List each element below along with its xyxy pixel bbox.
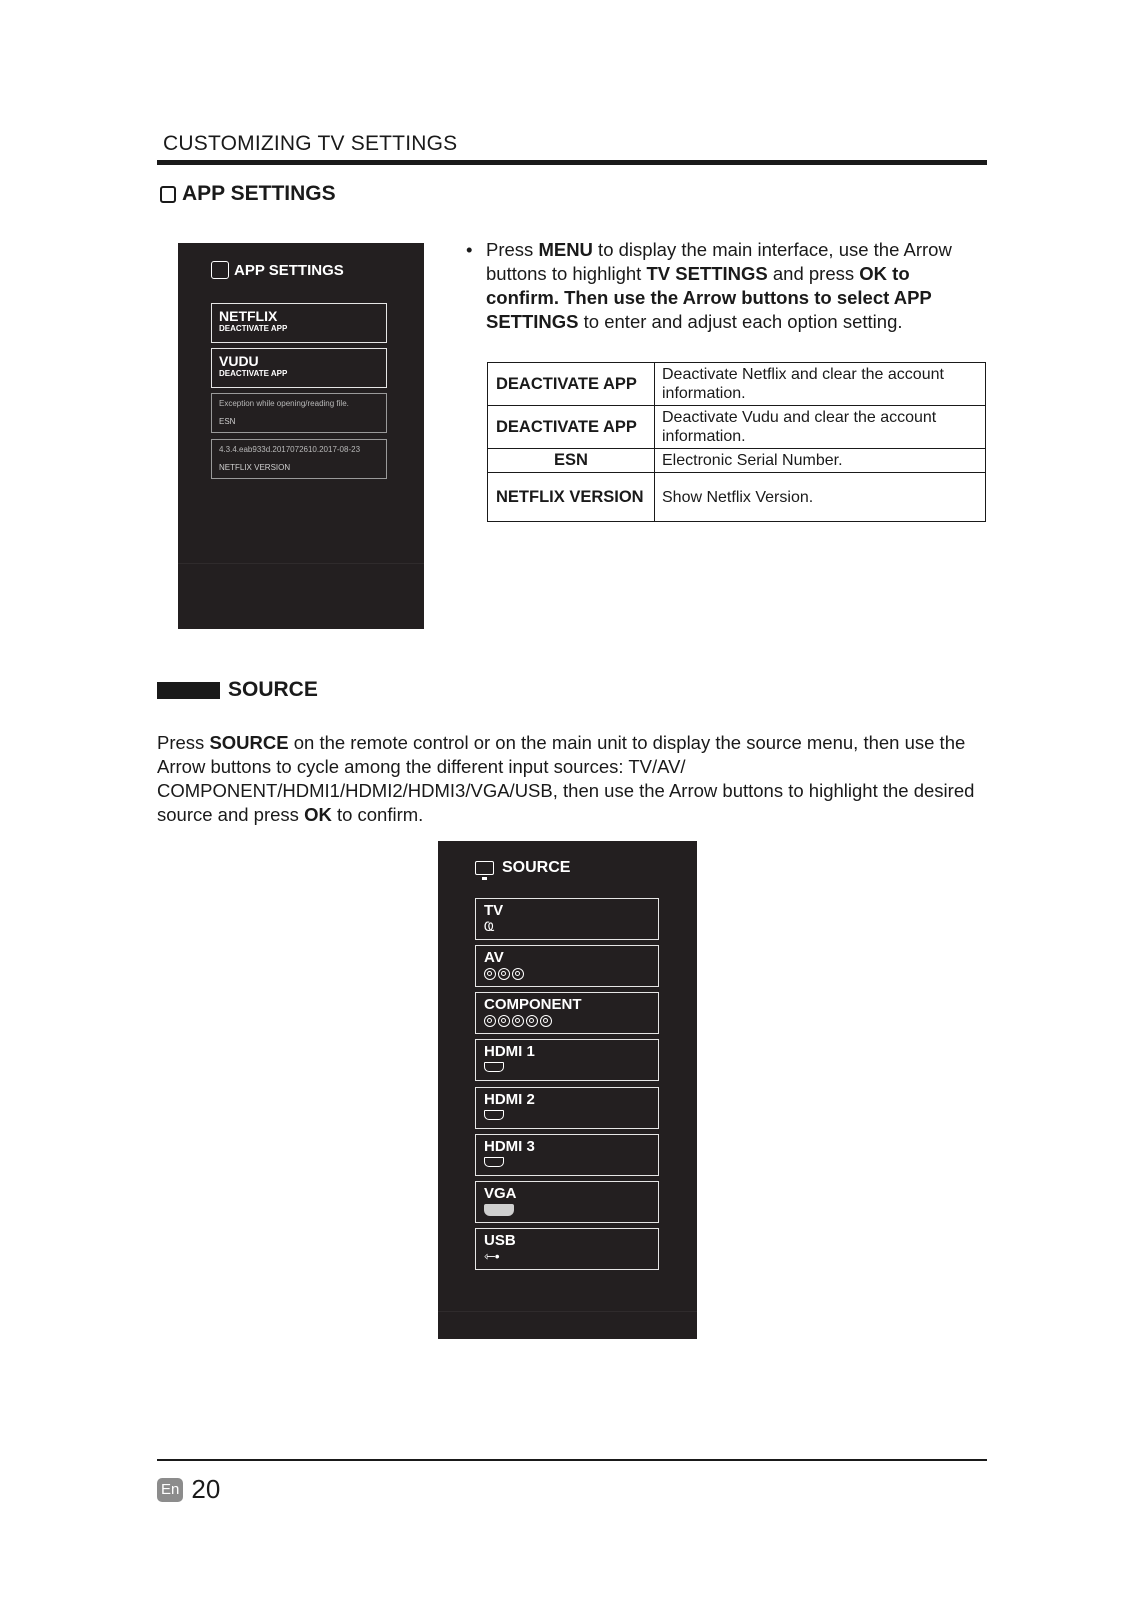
bullet: •	[466, 239, 473, 260]
source-item-hdmi1[interactable]	[475, 1039, 659, 1081]
app-settings-intro	[466, 238, 986, 334]
section-bar-icon	[157, 682, 220, 699]
menu-item-title: NETFLIX	[219, 308, 278, 324]
intro-text-part: to display the main interface, use the Arrow buttons to highlight	[486, 239, 952, 284]
source-item-label: VGA	[484, 1185, 517, 1202]
table-value: Show Netflix Version.	[655, 473, 986, 522]
intro-text-part: to enter and adjust each option setting.	[578, 311, 903, 332]
intro-bold-tv-settings: TV SETTINGS	[646, 263, 768, 284]
hdmi-port-icon	[484, 1157, 504, 1167]
table-row	[488, 363, 986, 406]
menu-item-netflix-version[interactable]	[211, 439, 387, 479]
screen-heading	[211, 261, 344, 279]
antenna-icon: Ҩ	[484, 918, 495, 934]
menu-item-value: 4.3.4.eab933d.20170726​10.2017-08-23	[219, 445, 361, 454]
screen-divider	[438, 1311, 697, 1312]
source-item-tv[interactable]	[475, 898, 659, 940]
language-badge: En	[157, 1478, 183, 1502]
source-item-av[interactable]	[475, 945, 659, 987]
screen-heading-text: SOURCE	[502, 859, 571, 876]
app-settings-screen	[178, 243, 424, 629]
table-value: Deactivate Vudu and clear the account information.	[655, 406, 986, 449]
source-screen	[438, 841, 697, 1339]
table-value: Deactivate Netflix and clear the account information.	[655, 363, 986, 406]
source-item-component[interactable]	[475, 992, 659, 1034]
source-item-hdmi3[interactable]	[475, 1134, 659, 1176]
source-item-label: HDMI 2	[484, 1091, 535, 1108]
source-item-label: USB	[484, 1232, 516, 1249]
source-text-part: to confirm.	[331, 804, 424, 825]
source-bold-ok: OK	[304, 804, 332, 825]
table-key: DEACTIVATE APP	[488, 363, 655, 406]
intro-text-part: and press	[767, 263, 860, 284]
intro-text-part: Press	[486, 239, 539, 260]
rca-jacks-icon	[484, 968, 650, 980]
menu-item-sub: NETFLIX VERSION	[219, 463, 291, 472]
menu-item-netflix[interactable]	[211, 303, 387, 343]
menu-item-sub: DEACTIVATE APP	[219, 324, 288, 333]
source-item-label: TV	[484, 902, 504, 919]
menu-item-sub: DEACTIVATE APP	[219, 369, 288, 378]
page-number: 20	[191, 1474, 221, 1504]
source-title-text: SOURCE	[228, 678, 318, 701]
table-row	[488, 473, 986, 522]
source-paragraph	[157, 731, 997, 827]
app-settings-title-text: APP SETTINGS	[182, 182, 336, 205]
source-item-label: AV	[484, 949, 504, 966]
table-key: DEACTIVATE APP	[488, 406, 655, 449]
source-bold-source: SOURCE	[209, 732, 289, 753]
screen-heading-text: APP SETTINGS	[234, 261, 344, 279]
section-header: CUSTOMIZING TV SETTINGS	[163, 132, 458, 155]
usb-icon: ⇽•	[484, 1248, 499, 1264]
table-value: Electronic Serial Number.	[655, 449, 986, 473]
table-row	[488, 449, 986, 473]
monitor-icon	[475, 861, 494, 875]
source-item-label: COMPONENT	[484, 996, 582, 1013]
intro-text	[486, 238, 986, 334]
intro-bold-confirm: OK to confirm. Then use the Arrow buttons to select APP SETTINGS	[486, 263, 932, 332]
page-footer	[157, 1474, 220, 1505]
screen-heading	[475, 859, 570, 877]
menu-item-sub: ESN	[219, 417, 236, 426]
menu-item-esn[interactable]	[211, 393, 387, 433]
source-text-part: Press	[157, 732, 210, 753]
vga-port-icon	[484, 1204, 514, 1216]
source-title	[157, 678, 318, 702]
table-row	[488, 406, 986, 449]
app-settings-title	[160, 182, 336, 206]
source-item-usb[interactable]	[475, 1228, 659, 1270]
source-item-vga[interactable]	[475, 1181, 659, 1223]
hdmi-port-icon	[484, 1062, 504, 1072]
source-item-hdmi2[interactable]	[475, 1087, 659, 1129]
menu-item-value: Exception while opening/reading file.	[219, 399, 349, 408]
square-icon	[160, 186, 176, 203]
menu-item-vudu[interactable]	[211, 348, 387, 388]
square-icon	[211, 261, 229, 279]
screen-divider	[178, 563, 424, 564]
header-rule	[157, 160, 987, 165]
source-item-label: HDMI 1	[484, 1043, 535, 1060]
menu-item-title: VUDU	[219, 353, 259, 369]
app-settings-table	[487, 362, 986, 522]
footer-rule	[157, 1459, 987, 1461]
intro-bold-menu: MENU	[538, 239, 593, 260]
hdmi-port-icon	[484, 1110, 504, 1120]
source-item-label: HDMI 3	[484, 1138, 535, 1155]
component-jacks-icon	[484, 1015, 650, 1027]
table-key: ESN	[488, 449, 655, 473]
source-text-part: on the remote control or on the main unit to display the source menu, then use the Arrow buttons to cycle among the different input sources: TV/AV/ COMPONENT/HDMI1/HDMI2/HDMI3/VGA/USB, then use the Arrow buttons to highlight the desired source and press	[157, 732, 975, 825]
table-key: NETFLIX VERSION	[488, 473, 655, 522]
